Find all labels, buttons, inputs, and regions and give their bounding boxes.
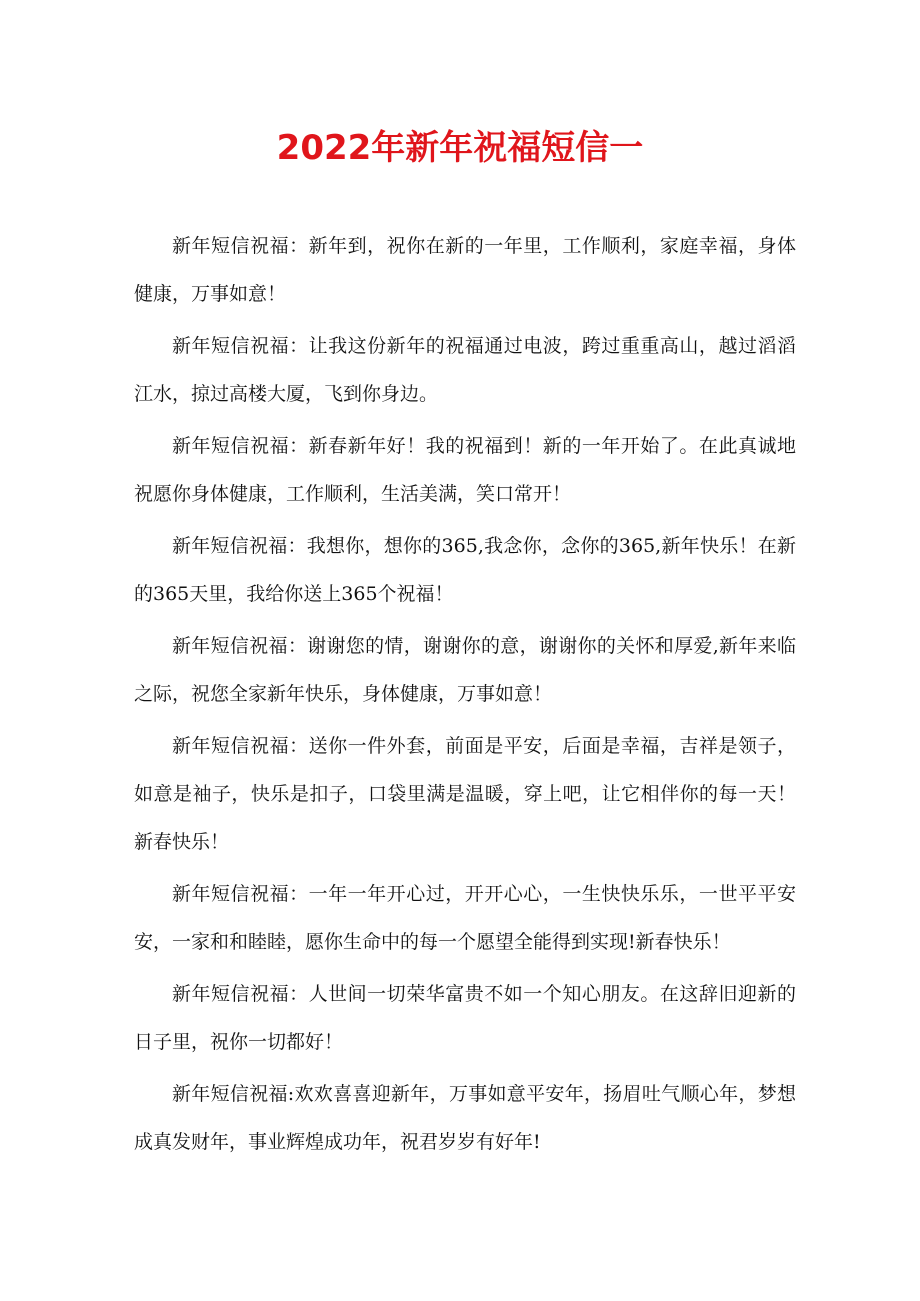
paragraph: 新年短信祝福：一年一年开心过，开开心心，一生快快乐乐，一世平平安安，一家和和睦睦，愿你生命中的每一个愿望全能得到实现!新春快乐！ — [134, 883, 796, 953]
paragraph: 新年短信祝福：我想你，想你的365,我念你，念你的365,新年快乐！在新的365天里，我给你送上365个祝福！ — [134, 535, 796, 605]
paragraph: 新年短信祝福：新年到，祝你在新的一年里，工作顺利，家庭幸福，身体健康，万事如意！ — [134, 235, 796, 305]
document-body — [134, 222, 796, 1170]
document-title: 2022年新年祝福短信一 — [276, 128, 644, 168]
paragraph: 新年短信祝福：新春新年好！我的祝福到！新的一年开始了。在此真诚地祝愿你身体健康，工作顺利，生活美满，笑口常开！ — [134, 435, 796, 505]
paragraph: 新年短信祝福：人世间一切荣华富贵不如一个知心朋友。在这辞旧迎新的日子里，祝你一切都好！ — [134, 983, 796, 1053]
paragraph: 新年短信祝福：让我这份新年的祝福通过电波，跨过重重高山，越过滔滔江水，掠过高楼大厦，飞到你身边。 — [134, 335, 796, 405]
paragraph: 新年短信祝福:欢欢喜喜迎新年，万事如意平安年，扬眉吐气顺心年，梦想成真发财年，事业辉煌成功年，祝君岁岁有好年! — [134, 1083, 796, 1153]
paragraph: 新年短信祝福：送你一件外套，前面是平安，后面是幸福，吉祥是领子，如意是袖子，快乐是扣子，口袋里满是温暖，穿上吧，让它相伴你的每一天！新春快乐！ — [134, 735, 796, 853]
paragraph: 新年短信祝福：谢谢您的情，谢谢你的意，谢谢你的关怀和厚爱,新年来临之际，祝您全家新年快乐，身体健康，万事如意！ — [134, 635, 796, 705]
